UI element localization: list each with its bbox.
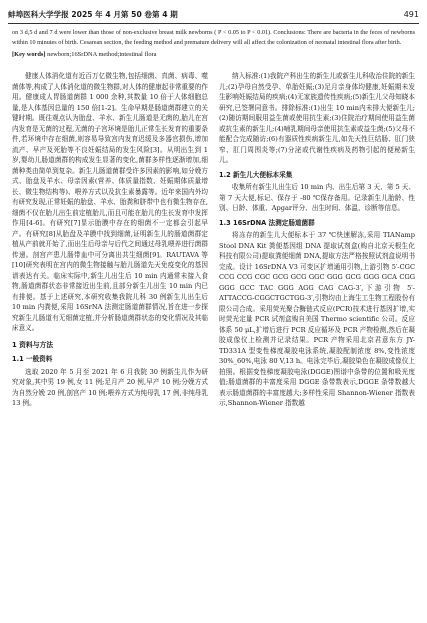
section-heading-methods: 1 资料与方法 (12, 340, 54, 349)
subsection-heading-general: 1.1 一般资料 (12, 355, 53, 363)
keywords-text: newborn;16SrDNA method;intestinal flora (45, 51, 157, 58)
sampling-paragraph: 收集所有新生儿出生后 10 min 内、出生后第 3 天、第 5 天、第 7 天大便,标记、保存于 -80 ℃保存备用。记录新生儿胎龄、性别、日龄、体重、Apgar评分、出生时间、体温、诊断等信息。 (219, 183, 415, 212)
16srdna-method-paragraph: 将冻存的新生儿大便标本于 37 ℃快速解冻,采用 TIANamp Stool DNA Kit 粪便基因组 DNA 提取试剂盒(购自北京天根生化科技有限公司)提取粪便细菌 DNA,提取方法严格按照试剂盒说明书完成。设计 16SrDNA V3 可变区扩增通用引物,上游引物 5′-CGC CCG CCG CGC GCG GCG GGC GGG GCG GGG GCA CGG GGG GCC TAC GGG AGG CAG CAG-3′,下游引物 5′-ATTACCG-CGGCTGCTGG-3′,引物均由上海生工生物工程股份有限公司合成。采用荧光聚合酶链式反应(PCR)技术进行基因扩增,实时荧光定量 PCR 试剂盒购自美国 Thermo scientific 公司。反应体系 50 μL,扩增后进行 PCR 反应循环及 PCR 产物检测,然后在凝胶成像仪上检测并记录结果。PCR 产物采用北京君意东方 JY-TD331A 型变性梯度凝胶电泳系统,凝胶配制浓度 8%,变性浓度 30%_60%,电泳 80 V,13 h。电泳完毕后,凝胶染色在凝胶成像仪上拍照。根据变性梯度凝胶电泳(DGGE)图谱中条带的位置和吸光度值;肠道菌群的丰富度采用 DGGE 条带数表示,DGGE 条带数越大表示肠道菌群的丰富度越大;多样性采用 Shannon-Wiener 指数表示,Shannon-Wiener 指数越 (219, 231, 415, 407)
keywords-label: [Key words] (12, 51, 46, 58)
subsection-heading-16srdna: 1.3 16SrDNA 法测定肠道菌群 (219, 218, 315, 227)
subsection-heading-sampling: 1.2 新生儿大便标本采集 (219, 170, 293, 179)
intro-paragraph: 健康人体消化道有近百万亿微生物,包括细菌、真菌、病毒、噬菌体等,构成了人体消化道的微生物群,对人体的健康起非常重要的作用。健康成人胃肠道菌群 1 000 余种,其数量 10 倍于人体细胞总量,是人体基因总量的 150 倍[1-2]。生命早期是肠道菌群建立的关键时期。既往观点认为胎盘、羊水、新生儿肠道是无菌的,胎儿在宫内发育是无菌的过程,无菌的子宫环境是胎儿正常生长发育的重要条件,若环境中存在细菌,则容易导致宫内发育迟缓及多器官损伤,增加流产、早产及死胎等不良妊娠结局的发生风险[3]。从明出生到 1 岁,婴幼儿肠道菌群的构成发生显著的变化,菌群多样性逐渐增加,细菌种类由简单到复杂。新生儿肠道菌群受许多因素的影响,如分娩方式、胎盘及羊水、母亲因素(营养、体质量指数、妊娠期体质量增长、微生物结构等)、喂养方式以及抗生素暴露等。近年来国内外均有研究发现,正常妊娠的胎盘、羊水、胎粪和脐带中也有微生物存在,细菌不仅在胎儿出生前定植胎儿,而且可能在胎儿的生长发育中发挥作用[4-6]。有研究[7]显示胎膜中存在的细菌不一定都会引起早产。有研究[8]从胎盘及羊膜中找到细菌,证明新生儿的肠道菌群定植从产前就开始了,而出生后母亲与后代之间通过母乳喂养进行菌群传递。剖宫产患儿肠带血中可分离出共生细菌[9]。RAUTAVA 等[10]研究表明在宫内的微生物接触与胎儿肠道先天免疫变化的基因谱表达有关。临床实际中,新生儿出生后 10 min 内通常未接入食物,肠道菌群状态非常接近出生前,且部分新生儿出生 10 min 内已有排便。基于上述研究,本研究收集我院儿科 30 例新生儿出生后 10 min 内粪便,采用 16SrNA 法测定肠道菌群情况,旨在进一步探究新生儿肠道有无细菌定植,并分析肠道菌群状态的变化情况及其临床意义。 (12, 72, 208, 332)
abstract-tail: on 3 d,5 d and 7 d were lower than those of non-exclusive breast milk newborns ( P < 0.05 to P < 0.01). Conclusions: There are bacteria in the feces of newborns within 10 minutes of birth. Cesarean section, the feeding method and premature delivery will all affect the colonization of neonatal intestinal flora after birth. (12, 29, 415, 46)
keywords-line (12, 50, 415, 60)
header-rule (8, 23, 419, 24)
page-number: 491 (403, 10, 419, 19)
running-head (8, 8, 419, 22)
general-data-paragraph: 选取 2020 年 5 月至 2021 年 6 月我院 30 例新生儿作为研究对象,其中男 19 例,女 11 例;足月产 20 例,早产 10 例;分娩方式为自然分娩 20 例,剖宫产 10 例;喂养方式为纯母乳 17 例,非纯母乳 13 例。 (12, 367, 208, 407)
criteria-paragraph: 纳入标准:(1)我院产科出生的新生儿或新生儿科收治住院的新生儿;(2)孕母自然受孕、单胎妊娠;(3)足月亲身体均健康,妊娠期未发生影响妊娠结局的疾病;(4)无家族遗传性疾病;(5)新生儿父母知晓本研究,已签署同意书。排除标准:(1)出生 10 min内未排大便新生儿;(2)随访期间服用益生菌或使用抗生素;(3)住院治疗期间使用益生菌或抗生素的新生儿;(4)哺乳期间母亲使用抗生素或益生菌;(5)父母不能配合完成随访;(6)有器质性疾病新生儿,如先天性巨结肠、肛门狭窄、肛门周围炎等;(7)分泌或代谢性疾病及药物引起的便秘新生儿。 (219, 72, 415, 164)
journal-title: 蚌埠医科大学学报 2025 年 4 月第 50 卷第 4 期 (8, 10, 178, 19)
right-column (219, 71, 415, 409)
left-column (12, 71, 208, 409)
